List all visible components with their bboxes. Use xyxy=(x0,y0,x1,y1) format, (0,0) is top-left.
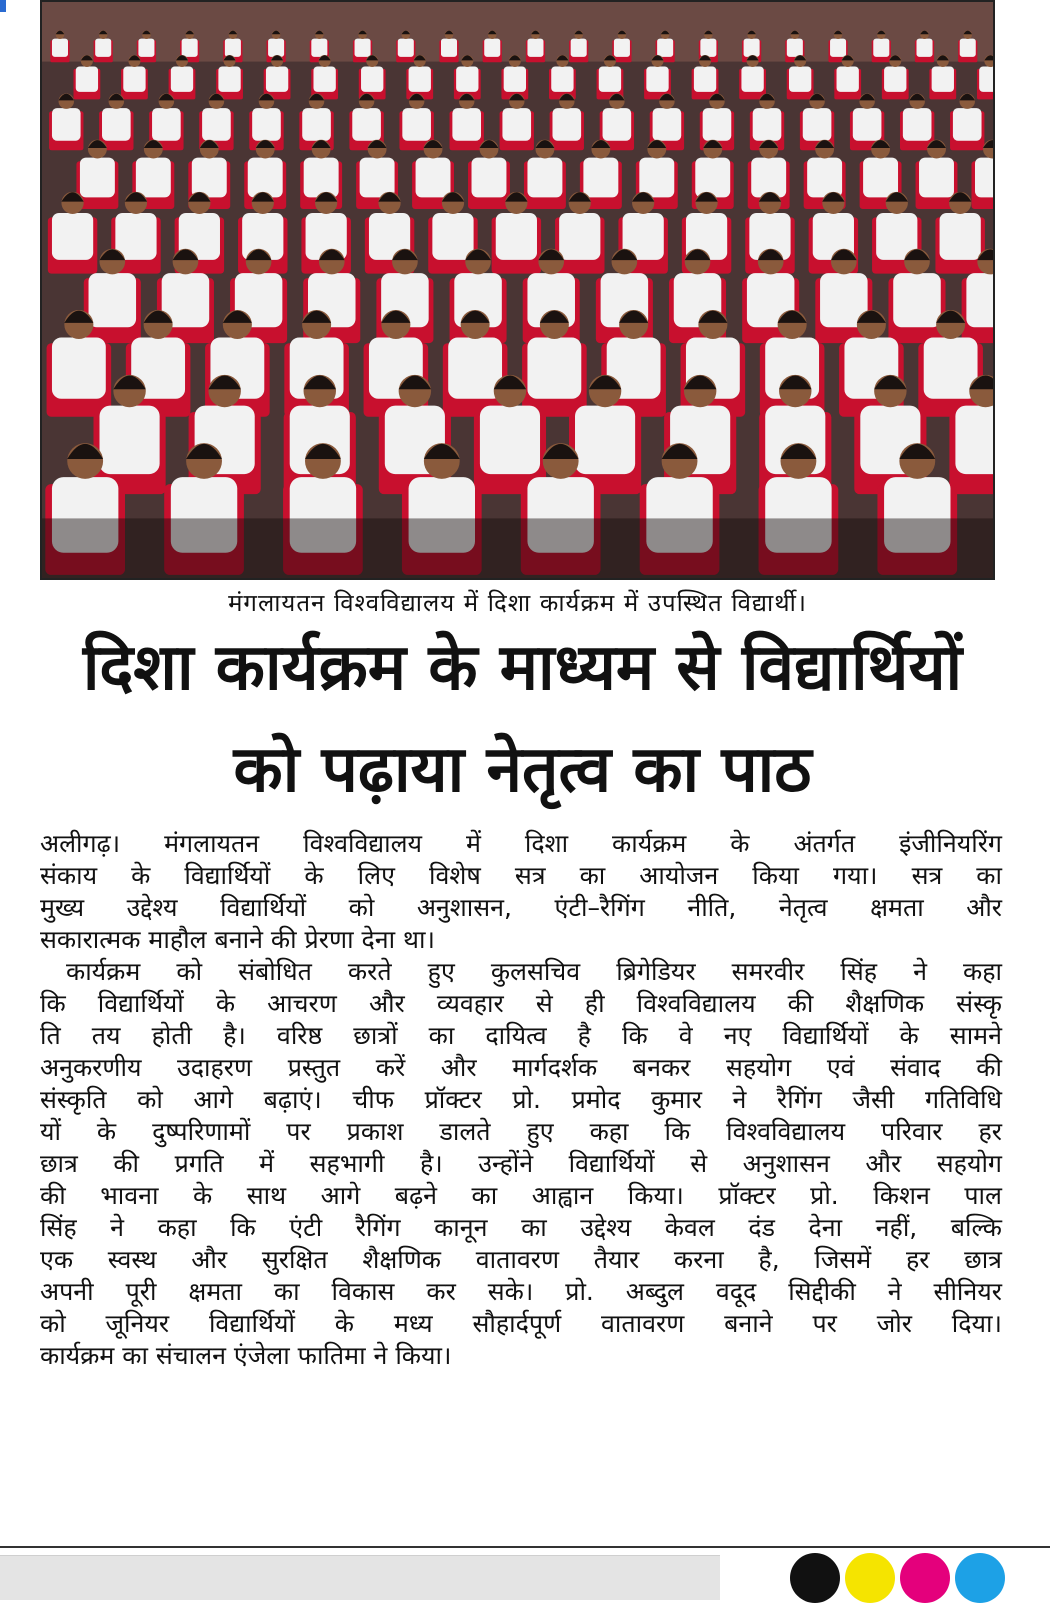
body-line: संस्कृति को आगे बढ़ाएं। चीफ प्रॉक्टर प्रो. प्रमोद कुमार ने रैगिंग जैसी गतिविधि xyxy=(40,1085,1002,1114)
body-line: यों के दुष्परिणामों पर प्रकाश डालते हुए कहा कि विश्वविद्यालय परिवार हर xyxy=(40,1117,1002,1146)
body-line: कार्यक्रम का संचालन एंजेला फातिमा ने किया। xyxy=(40,1341,452,1370)
yellow-registration-dot xyxy=(845,1553,895,1603)
body-line: सिंह ने कहा कि एंटी रैगिंग कानून का उद्देश्य केवल दंड देना नहीं, बल्कि xyxy=(40,1213,1002,1242)
body-line: छात्र की प्रगति में सहभागी है। उन्होंने विद्यार्थियों से अनुशासन और सहयोग xyxy=(40,1149,1002,1178)
body-line: ति तय होती है। वरिष्ठ छात्रों का दायित्व है कि वे नए विद्यार्थियों के सामने xyxy=(40,1021,1002,1050)
body-line: अनुकरणीय उदाहरण प्रस्तुत करें और मार्गदर्शक बनकर सहयोग एवं संवाद की xyxy=(40,1053,1002,1082)
headline-line-2: को पढ़ाया नेतृत्व का पाठ xyxy=(233,733,812,807)
body-line: अपनी पूरी क्षमता का विकास कर सके। प्रो. अब्दुल वदूद सिद्दीकी ने सीनियर xyxy=(40,1277,1002,1306)
body-line: अलीगढ़। मंगलायतन विश्वविद्यालय में दिशा कार्यक्रम के अंतर्गत इंजीनियरिंग xyxy=(40,829,1002,858)
body-line: एक स्वस्थ और सुरक्षित शैक्षणिक वातावरण तैयार करना है, जिसमें हर छात्र xyxy=(40,1245,1002,1274)
page-footer-bar xyxy=(0,1555,720,1600)
body-line: कि विद्यार्थियों के आचरण और व्यवहार से ही विश्वविद्यालय की शैक्षणिक संस्कृ xyxy=(40,989,1002,1018)
auditorium-illustration xyxy=(42,2,993,578)
body-line: मुख्य उद्देश्य विद्यार्थियों को अनुशासन, एंटी–रैगिंग नीति, नेतृत्व क्षमता और xyxy=(40,893,1002,922)
headline-line-1: दिशा कार्यक्रम के माध्यम से विद्यार्थियों xyxy=(82,631,963,705)
photo-caption: मंगलायतन विश्वविद्यालय में दिशा कार्यक्रम में उपस्थित विद्यार्थी। xyxy=(228,589,807,617)
body-line: सकारात्मक माहौल बनाने की प्रेरणा देना था। xyxy=(40,925,435,954)
article-body xyxy=(40,828,1002,1372)
body-line: संकाय के विद्यार्थियों के लिए विशेष सत्र का आयोजन किया गया। सत्र का xyxy=(40,861,1002,890)
cyan-registration-dot xyxy=(955,1553,1005,1603)
body-line: को जूनियर विद्यार्थियों के मध्य सौहार्दपूर्ण वातावरण बनाने पर जोर दिया। xyxy=(40,1309,1002,1338)
edge-mark xyxy=(0,0,6,12)
black-registration-dot xyxy=(790,1553,840,1603)
body-line: कार्यक्रम को संबोधित करते हुए कुलसचिव ब्रिगेडियर समरवीर सिंह ने कहा xyxy=(66,957,1002,986)
news-photo xyxy=(40,0,995,580)
magenta-registration-dot xyxy=(900,1553,950,1603)
page-divider xyxy=(0,1546,1050,1548)
body-line: की भावना के साथ आगे बढ़ने का आह्वान किया। प्रॉक्टर प्रो. किशन पाल xyxy=(40,1181,1002,1210)
